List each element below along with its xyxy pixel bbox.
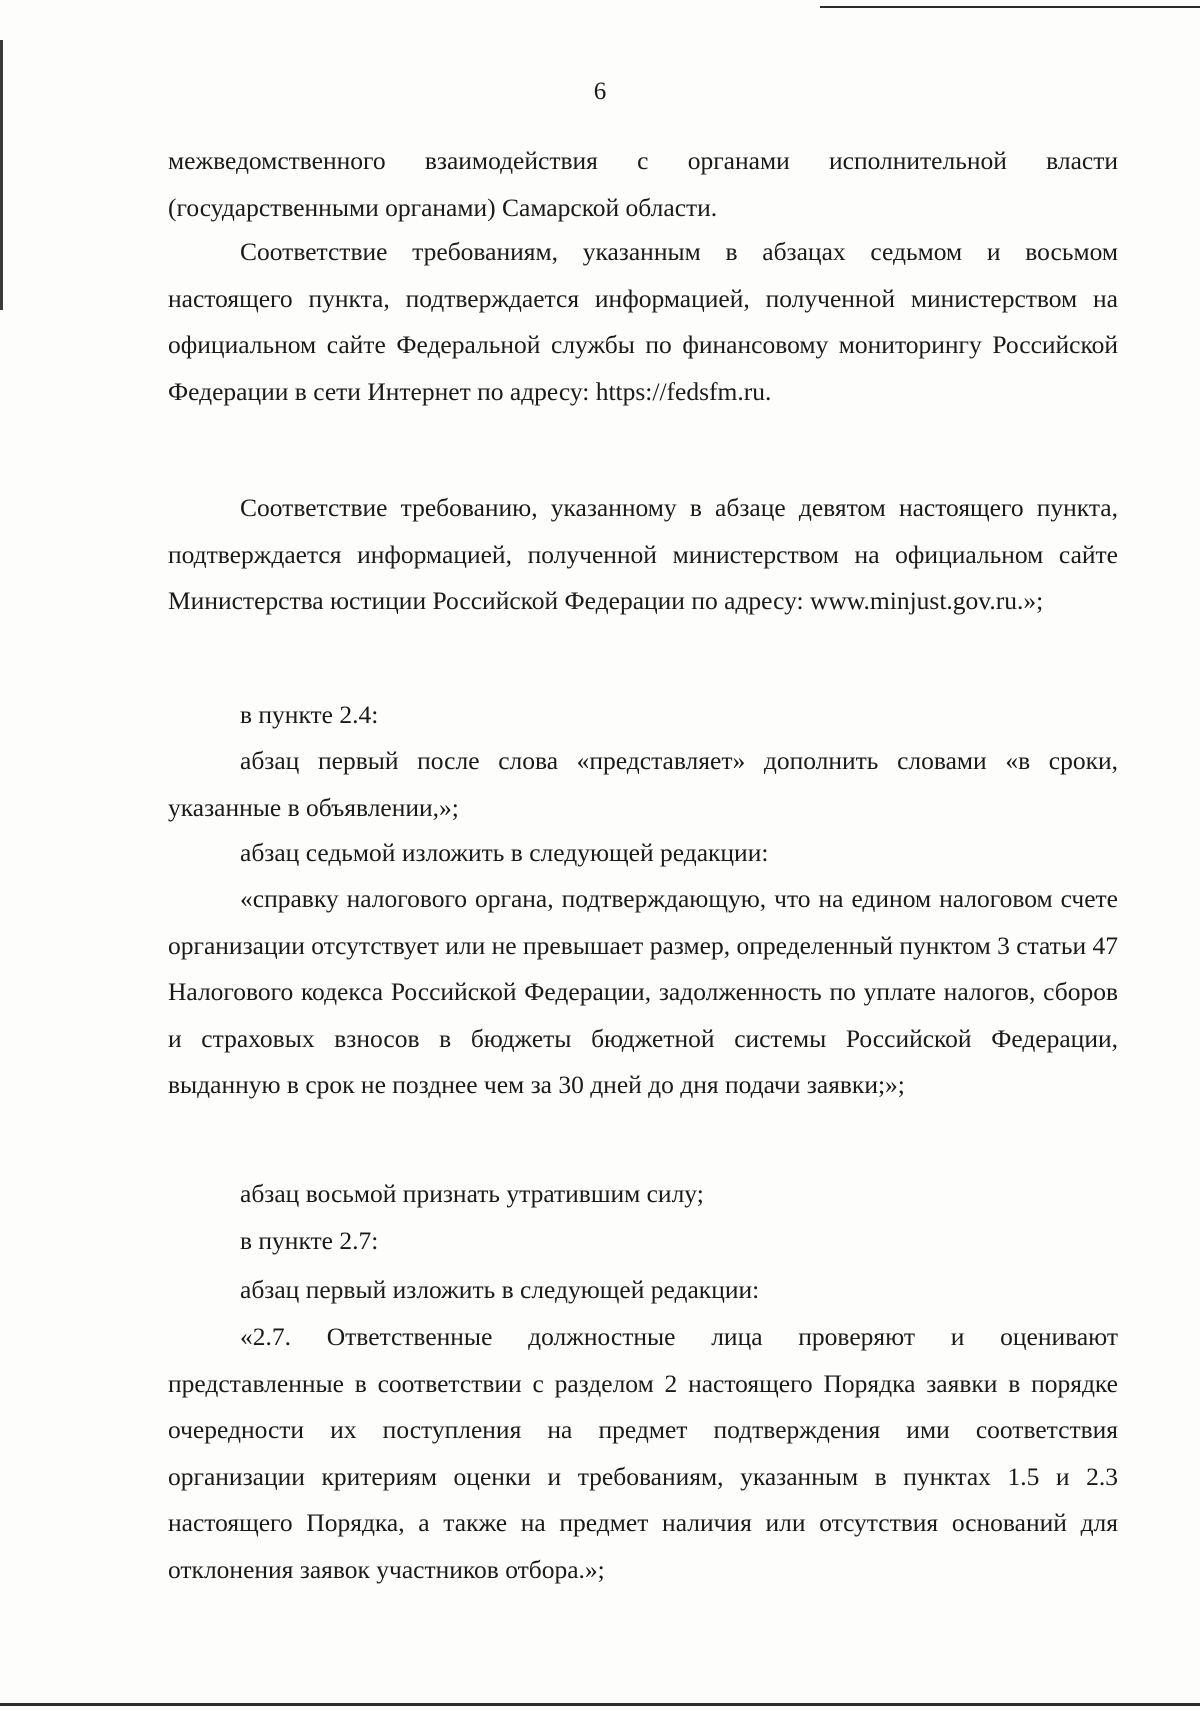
paragraph-4-block [168, 692, 1118, 739]
paragraph-8: абзац восьмой признать утратившим силу; [240, 1179, 704, 1208]
paragraph-1-block [168, 138, 1118, 231]
paragraph-10: абзац первый изложить в следующей редакции: [240, 1275, 760, 1304]
paragraph-11: «2.7. Ответственные должностные лица проверяют и оценивают представленные в соответствии с разделом 2 настоящего Порядка заявки в порядке очередности их поступления на предмет подтверждения ими соответствия организации критериям оценки и требованиям, указанным в пунктах 1.5 и 2.3 настоящего Порядка, а также на предмет наличия или отсутствия оснований для отклонения заявок участников отбора.»; [168, 1322, 1118, 1584]
paragraph-9: в пункте 2.7: [240, 1226, 379, 1255]
paragraph-4: в пункте 2.4: [240, 700, 379, 729]
paragraph-8-block [168, 1171, 1118, 1218]
paragraph-3-block [168, 485, 1118, 625]
paragraph-6: абзац седьмой изложить в следующей редакции: [240, 838, 769, 867]
scan-border-line [0, 1703, 1200, 1706]
paragraph-11-block [168, 1314, 1118, 1593]
paragraph-10-block [168, 1267, 1118, 1314]
paragraph-9-block [168, 1218, 1118, 1265]
paragraph-5: абзац первый после слова «представляет» дополнить словами «в сроки, указанные в объявлении,»; [168, 746, 1118, 822]
scan-border-line [820, 6, 1200, 8]
paragraph-1: межведомственного взаимодействия с органами исполнительной власти (государственными органами) Самарской области. [168, 146, 1118, 222]
paragraph-2-block [168, 229, 1118, 415]
paragraph-7: «справку налогового органа, подтверждающую, что на едином налоговом счете организации отсутствует или не превышает размер, определенный пунктом 3 статьи 47 Налогового кодекса Российской Федерации, задолженность по уплате налогов, сборов и страховых взносов в бюджеты бюджетной системы Российской Федерации, выданную в срок не позднее чем за 30 дней до дня подачи заявки;»; [168, 884, 1118, 1099]
paragraph-3: Соответствие требованию, указанному в абзаце девятом настоящего пункта, подтверждается информацией, полученной министерством на официальном сайте Министерства юстиции Российской Федерации по адресу: www.minjust.gov.ru.»; [168, 493, 1118, 615]
paragraph-2: Соответствие требованиям, указанным в абзацах седьмом и восьмом настоящего пункта, подтверждается информацией, полученной министерством на официальном сайте Федеральной службы по финансовому мониторингу Российской Федерации в сети Интернет по адресу: https://fedsfm.ru. [168, 237, 1118, 406]
paragraph-5-block [168, 738, 1118, 831]
page-number: 6 [593, 78, 607, 105]
paragraph-6-block [168, 830, 1118, 877]
paragraph-7-block [168, 876, 1118, 1109]
